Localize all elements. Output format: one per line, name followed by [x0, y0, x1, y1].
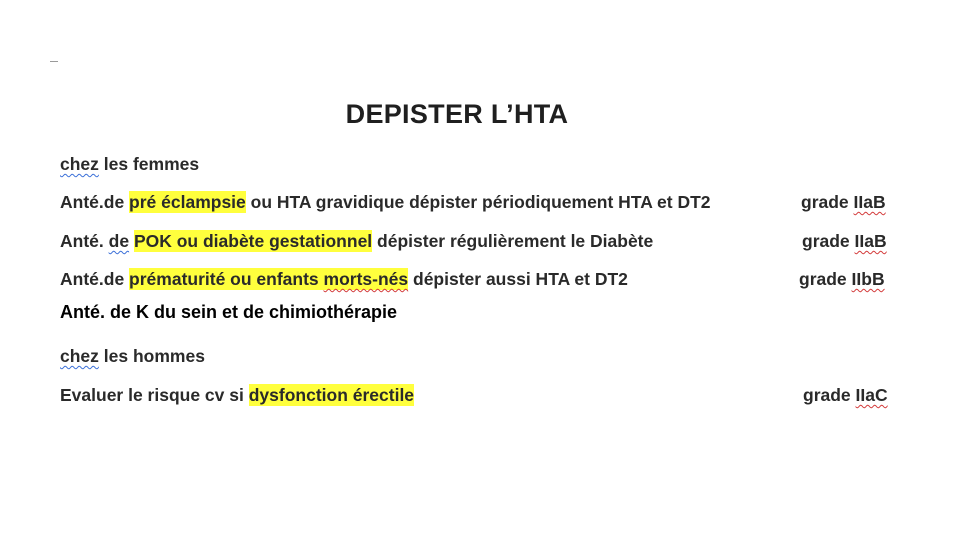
women-row-1-suffix: ou HTA gravidique dépister périodiquement HTA et DT2: [245, 192, 711, 212]
women-row-1-prefix: Anté.de: [60, 192, 130, 212]
men-row-prefix: Evaluer le risque cv si: [60, 385, 249, 405]
women-row-2-prefix-b: de: [108, 231, 130, 251]
women-row-3-suffix: dépister aussi HTA et DT2: [408, 269, 628, 289]
women-row-2-prefix-a: Anté.: [60, 231, 109, 251]
men-section-header: [60, 346, 205, 367]
men-header-word: chez: [60, 346, 99, 366]
grade-code: IIaC: [855, 385, 888, 405]
extra-line: Anté. de K du sein et de chimiothérapie: [60, 302, 398, 322]
grade-code: IIbB: [851, 269, 885, 289]
men-row-grade: [803, 385, 888, 406]
grade-word: grade: [799, 269, 852, 289]
women-row-3-highlight-b: morts-nés: [323, 269, 409, 289]
women-row-3-grade: [799, 269, 885, 290]
women-header-rest: les femmes: [98, 154, 200, 174]
grade-code: IIaB: [854, 231, 887, 251]
grade-code: IIaB: [853, 192, 886, 212]
women-row-1-highlight: pré éclampsie: [129, 192, 246, 212]
slide-title: DEPISTER L’HTA: [345, 99, 569, 129]
women-row-2-suffix: dépister régulièrement le Diabète: [372, 231, 654, 251]
women-row-3-prefix: Anté.de: [60, 269, 130, 289]
women-row-2-highlight: POK ou diabète gestationnel: [133, 231, 373, 251]
women-row-1-grade: [801, 192, 886, 213]
men-row: [60, 385, 414, 406]
grade-word: grade: [803, 385, 856, 405]
grade-word: grade: [802, 231, 855, 251]
corner-mark: [50, 61, 58, 62]
women-header-word: chez: [60, 154, 99, 174]
women-row-3: [60, 269, 628, 290]
women-section-header: [60, 154, 199, 175]
grade-word: grade: [801, 192, 854, 212]
men-row-highlight: dysfonction érectile: [248, 385, 415, 405]
women-row-2-grade: [802, 231, 887, 252]
women-row-3-highlight-a: prématurité ou enfants: [129, 269, 324, 289]
women-row-2: [60, 231, 653, 252]
women-row-1: [60, 192, 711, 213]
men-header-rest: les hommes: [98, 346, 205, 366]
